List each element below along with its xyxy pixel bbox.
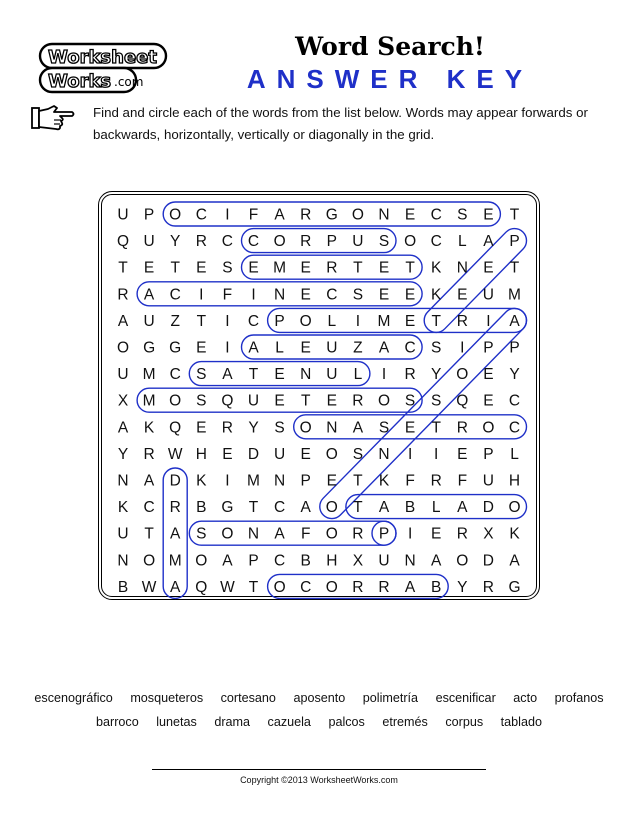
grid-letter: N [117, 552, 129, 570]
grid-letter: Q [169, 419, 182, 437]
grid-letter: Y [248, 419, 259, 437]
grid-letter: E [483, 206, 494, 224]
grid-letter: I [199, 286, 204, 304]
grid-letter: K [378, 472, 390, 490]
grid-letter: O [456, 552, 469, 570]
grid-letter: E [326, 472, 337, 490]
grid-letter: O [325, 445, 338, 463]
grid-letter: S [431, 392, 442, 410]
grid-letter: O [195, 552, 208, 570]
word-list-row-2 [0, 710, 638, 734]
grid-letter: E [143, 259, 155, 277]
grid-letter: A [483, 233, 494, 251]
grid-letter: R [300, 206, 312, 224]
grid-letter: A [378, 339, 390, 357]
word-list-item: etremés [382, 715, 428, 729]
grid-letter: I [225, 339, 230, 357]
grid-letter: N [273, 286, 286, 304]
word-list-row-1 [0, 686, 638, 710]
word-list-item: barroco [96, 715, 139, 729]
grid-letter: Y [509, 366, 520, 384]
word-list-item: mosqueteros [130, 691, 204, 705]
grid-letter: E [326, 392, 337, 410]
grid-letter: C [508, 419, 521, 437]
grid-letter: S [196, 366, 207, 384]
svg-text:Worksheet: Worksheet [48, 47, 157, 68]
grid-letter: U [143, 312, 155, 330]
grid-letter: A [117, 419, 129, 437]
grid-letter: I [407, 445, 413, 463]
grid-letter: T [144, 525, 154, 543]
grid-letter: C [430, 233, 442, 251]
grid-letter: E [404, 419, 416, 437]
grid-letter: A [352, 419, 364, 437]
grid-letter: Y [431, 366, 442, 384]
grid-letter: R [221, 419, 234, 437]
grid-letter: L [510, 445, 519, 463]
grid-letter: O [169, 206, 182, 224]
grid-letter: E [378, 286, 390, 304]
grid-letter: N [300, 366, 312, 384]
grid-letter: C [169, 286, 181, 304]
grid-letter: K [509, 525, 520, 543]
grid-letter: L [327, 312, 337, 330]
grid-letter: O [508, 499, 521, 517]
grid-letter: T [353, 259, 363, 277]
grid-letter: E [274, 366, 285, 384]
grid-letter: A [170, 578, 181, 596]
grid-letter: R [352, 525, 364, 543]
grid-letter: U [482, 286, 495, 304]
grid-letter: U [352, 233, 364, 251]
word-list-item: tablado [500, 715, 542, 729]
grid-letter: F [248, 206, 259, 224]
grid-letter: L [457, 233, 467, 251]
grid-letter: E [248, 259, 259, 277]
grid-letter: M [273, 259, 287, 277]
grid-letter: B [300, 552, 311, 570]
grid-letter: G [221, 499, 234, 517]
grid-letter: R [456, 312, 468, 330]
grid-letter: P [300, 472, 311, 490]
grid-letter: A [143, 286, 155, 304]
grid-letter: S [352, 445, 364, 463]
grid-letter: R [456, 525, 468, 543]
grid-letter: L [353, 366, 363, 384]
word-list-item: profanos [554, 691, 604, 705]
answer-outline-profanos [189, 521, 396, 545]
grid-letter: S [196, 392, 207, 410]
grid-letter: K [431, 259, 442, 277]
grid-letter: E [483, 366, 494, 384]
grid-letter: C [169, 366, 181, 384]
word-list-item: acto [513, 691, 538, 705]
grid-letter: P [378, 525, 390, 543]
grid-letter: T [118, 259, 128, 277]
grid-letter: S [274, 419, 285, 437]
page-title: Word Search! [295, 32, 485, 61]
grid-letter: A [509, 552, 520, 570]
grid-letter: K [431, 286, 442, 304]
grid-letter: Q [195, 578, 208, 596]
grid-letter: Y [457, 578, 468, 596]
grid-letter: I [407, 525, 413, 543]
grid-letter: U [273, 445, 286, 463]
grid-letter: E [222, 445, 233, 463]
grid-letter: P [326, 233, 337, 251]
grid-letter: I [486, 312, 491, 330]
grid-letter: C [326, 286, 338, 304]
grid-letter: L [275, 339, 284, 357]
grid-letter: I [355, 312, 361, 330]
grid-letter: N [378, 445, 390, 463]
grid-letter: T [431, 419, 441, 437]
grid-letter: F [405, 472, 415, 490]
grid-letter: O [299, 312, 312, 330]
grid-letter: R [482, 578, 495, 596]
grid-letter: E [404, 312, 416, 330]
grid-letter: R [300, 233, 312, 251]
grid-letter: U [326, 366, 338, 384]
grid-letter: T [405, 259, 415, 277]
grid-letter: M [247, 472, 260, 490]
grid-letter: C [247, 233, 260, 251]
copyright-text: Copyright ©2013 WorksheetWorks.com [240, 775, 398, 785]
grid-letter: T [196, 312, 207, 330]
grid-letter: A [378, 499, 390, 517]
grid-letter: I [225, 312, 230, 330]
grid-letter: X [117, 392, 129, 410]
grid-letter: T [353, 499, 363, 517]
grid-letter: N [378, 206, 390, 224]
answer-key-subtitle: ANSWER KEY [246, 64, 534, 94]
grid-letter: R [169, 499, 181, 517]
grid-letter: R [404, 366, 416, 384]
grid-letter: E [483, 259, 494, 277]
grid-letter: E [431, 525, 442, 543]
word-list-item: drama [214, 715, 251, 729]
grid-letter: Q [456, 392, 469, 410]
grid-letter: A [509, 312, 520, 330]
grid-letter: E [274, 392, 285, 410]
grid-letter: C [273, 552, 286, 570]
grid-letter: R [326, 259, 338, 277]
grid-letter: E [378, 259, 390, 277]
grid-letter: C [300, 578, 312, 596]
grid-letter: P [509, 339, 520, 357]
grid-letter: C [508, 392, 521, 410]
grid-letter: K [196, 472, 207, 490]
grid-letter: H [508, 472, 521, 490]
grid-letter: R [117, 286, 129, 304]
grid-letter: F [222, 286, 233, 304]
grid-letter: A [222, 366, 233, 384]
grid-letter: O [482, 419, 495, 437]
word-list-item: corpus [445, 715, 484, 729]
grid-letter: O [456, 366, 469, 384]
grid-letter: S [378, 233, 390, 251]
grid-letter: I [251, 286, 256, 304]
grid-letter: C [430, 206, 442, 224]
grid-letter: R [195, 233, 207, 251]
grid-letter: R [352, 578, 364, 596]
grid-letter: U [326, 339, 338, 357]
grid-letter: T [353, 472, 363, 490]
grid-letter: T [300, 392, 311, 410]
grid-letter: S [457, 206, 468, 224]
grid-letter: O [377, 392, 391, 410]
answer-outline-aposento [315, 303, 532, 523]
grid-letter: E [196, 339, 207, 357]
grid-letter: Y [117, 445, 129, 463]
grid-letter: Q [221, 392, 234, 410]
word-list [0, 686, 638, 734]
grid-letter: A [222, 552, 233, 570]
word-list-item: lunetas [156, 715, 197, 729]
grid-letter: E [300, 259, 311, 277]
grid-letter: D [247, 445, 260, 463]
grid-letter: N [117, 472, 129, 490]
grid-letter: B [196, 499, 207, 517]
grid-letter: G [508, 578, 521, 596]
grid-letter: B [404, 499, 416, 517]
grid-letter: T [509, 206, 520, 224]
grid-letter: A [170, 525, 181, 543]
grid-letter: A [300, 499, 311, 517]
grid-letter: E [404, 286, 416, 304]
grid-letter: N [404, 552, 416, 570]
grid-letter: O [351, 206, 364, 224]
grid-letter: P [483, 445, 494, 463]
grid-letter: U [117, 206, 129, 224]
grid-letter: S [431, 339, 442, 357]
grid-letter: R [378, 578, 390, 596]
grid-letter: M [142, 366, 156, 384]
grid-letter: T [248, 366, 259, 384]
instructions-text: Find and circle each of the words from the list below. Words may appear forwards or backwards, horizontally, vertically or diagonally in the grid. [93, 105, 588, 142]
grid-letter: W [167, 445, 183, 463]
grid-letter: R [352, 392, 364, 410]
grid-letter: W [220, 578, 235, 596]
grid-letter: U [247, 392, 260, 410]
grid-letter: S [352, 286, 364, 304]
grid-letter: R [456, 419, 468, 437]
grid-letter: E [300, 445, 311, 463]
grid-letter: A [457, 499, 468, 517]
grid-letter: A [143, 472, 155, 490]
grid-letter: O [325, 499, 338, 517]
grid-letter: D [482, 499, 495, 517]
grid-letter: E [196, 259, 207, 277]
grid-letter: H [326, 552, 338, 570]
svg-text:Works: Works [48, 71, 112, 92]
grid-letter: O [143, 552, 156, 570]
grid-letter: E [404, 206, 416, 224]
grid-letter: T [431, 312, 441, 330]
grid-letter: M [508, 286, 521, 304]
grid-letter: C [195, 206, 207, 224]
grid-letter: Y [170, 233, 181, 251]
grid-letter: U [482, 472, 495, 490]
grid-letter: U [117, 525, 129, 543]
grid-letter: A [404, 578, 416, 596]
grid-letter: K [117, 499, 129, 517]
grid-letter: O [273, 233, 286, 251]
grid-letter: M [168, 552, 182, 570]
grid-letter: Z [353, 339, 363, 357]
grid-letter: P [274, 312, 285, 330]
word-list-item: aposento [293, 691, 346, 705]
grid-letter: W [141, 578, 157, 596]
grid-letter: F [300, 525, 311, 543]
grid-letter: N [273, 472, 286, 490]
grid-letter: O [325, 525, 338, 543]
grid-letter: S [222, 259, 233, 277]
grid-letter: G [325, 206, 338, 224]
grid-letter: O [404, 233, 417, 251]
grid-letter: T [248, 499, 259, 517]
grid-letters [117, 207, 521, 596]
grid-letter: G [169, 339, 182, 357]
grid-letter: C [247, 312, 260, 330]
grid-letter: E [457, 445, 468, 463]
grid-letter: M [377, 312, 391, 330]
grid-letter: E [196, 419, 207, 437]
grid-letter: K [143, 419, 155, 437]
grid-letter: C [273, 499, 286, 517]
grid-letter: O [299, 419, 312, 437]
grid-letter: T [509, 259, 520, 277]
grid-letter: E [483, 392, 494, 410]
grid-letter: O [116, 339, 130, 357]
grid-letter: E [300, 339, 311, 357]
word-list-item: escenificar [435, 691, 496, 705]
grid-letter: D [169, 472, 181, 490]
grid-letter: O [169, 392, 182, 410]
grid-letter: T [170, 259, 180, 277]
grid-letter: U [117, 366, 129, 384]
grid-letter: S [378, 419, 390, 437]
footer-divider [152, 769, 486, 770]
grid-letter: E [457, 286, 468, 304]
grid-letter: T [248, 578, 259, 596]
grid-letter: O [221, 525, 234, 543]
word-list-item: escenográfico [34, 691, 113, 705]
grid-letter: E [300, 286, 311, 304]
grid-letter: S [196, 525, 207, 543]
answer-outline-corpus [242, 229, 397, 253]
grid-letter: O [273, 578, 286, 596]
grid-letter: P [248, 552, 259, 570]
grid-letter: B [117, 578, 129, 596]
grid-letter: H [195, 445, 207, 463]
grid-letter: A [274, 206, 285, 224]
grid-letter: M [142, 392, 156, 410]
grid-letter: N [247, 525, 260, 543]
grid-letter: P [509, 233, 520, 251]
grid-letter: Z [170, 312, 180, 330]
grid-letter: L [431, 499, 441, 517]
grid-letter: O [325, 578, 338, 596]
grid-letter: R [430, 472, 442, 490]
grid-letter: I [381, 366, 387, 384]
grid-letter: G [143, 339, 156, 357]
grid-letter: U [378, 552, 390, 570]
grid-letter: I [434, 445, 439, 463]
grid-letter: A [431, 552, 442, 570]
word-list-item: palcos [328, 715, 365, 729]
grid-letter: D [482, 552, 495, 570]
grid-letter: C [143, 499, 155, 517]
grid-letter: X [352, 552, 364, 570]
grid-letter: U [143, 233, 155, 251]
word-list-item: polimetría [362, 691, 419, 705]
grid-letter: I [225, 472, 230, 490]
grid-letter: R [143, 445, 155, 463]
grid-letter: I [225, 206, 230, 224]
svg-text:.com: .com [114, 75, 144, 89]
grid-letter: Q [116, 233, 130, 251]
word-list-item: cazuela [267, 715, 311, 729]
grid-letter: S [404, 392, 416, 410]
grid-letter: C [221, 233, 234, 251]
grid-letter: X [483, 525, 494, 543]
grid-letter: F [457, 472, 468, 490]
grid-letter: P [483, 339, 494, 357]
grid-letter: N [456, 259, 468, 277]
grid-letter: A [117, 312, 129, 330]
grid-letter: N [326, 419, 338, 437]
grid-letter: C [404, 339, 416, 357]
grid-letter: A [274, 525, 285, 543]
grid-letter: P [143, 206, 155, 224]
grid-letter: I [460, 339, 465, 357]
word-list-item: cortesano [220, 691, 276, 705]
grid-letter: A [248, 339, 259, 357]
grid-letter: B [431, 578, 442, 596]
